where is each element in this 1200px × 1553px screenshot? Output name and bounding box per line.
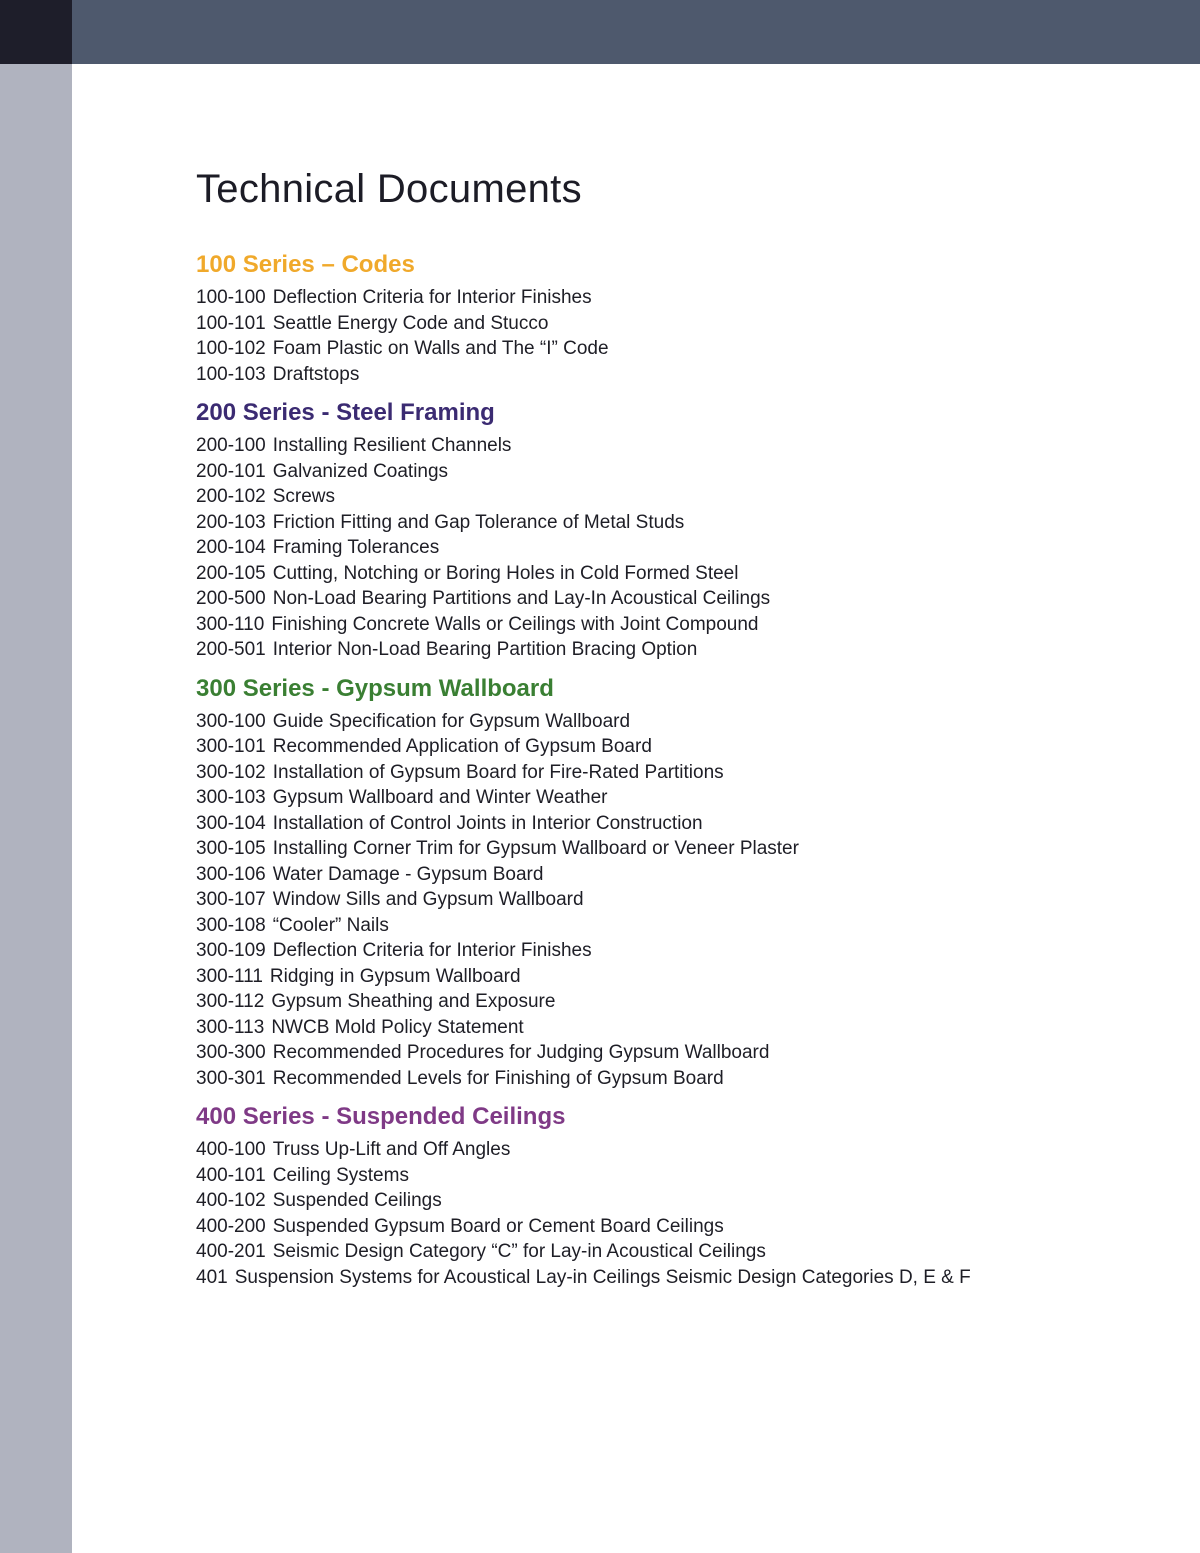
document-code: 300-105 bbox=[196, 838, 266, 859]
section-heading-100: 100 Series – Codes bbox=[196, 251, 415, 278]
document-title: Cutting, Notching or Boring Holes in Cold Formed Steel bbox=[272, 562, 739, 584]
list-item[interactable] bbox=[196, 989, 1156, 1015]
list-item[interactable] bbox=[196, 285, 1156, 311]
list-item[interactable] bbox=[196, 1040, 1156, 1066]
document-code: 200-100 bbox=[196, 435, 266, 456]
document-code: 300-100 bbox=[196, 710, 266, 732]
list-item[interactable] bbox=[196, 612, 1156, 638]
list-item[interactable] bbox=[196, 1188, 1156, 1214]
document-code: 200-101 bbox=[196, 460, 266, 482]
document-list-200 bbox=[196, 433, 1156, 663]
list-item[interactable] bbox=[196, 1015, 1156, 1041]
list-item[interactable] bbox=[196, 586, 1156, 612]
list-item[interactable] bbox=[196, 1239, 1156, 1265]
document-code: 401 bbox=[196, 1266, 228, 1288]
section-200-series bbox=[196, 398, 1156, 663]
list-item[interactable] bbox=[196, 535, 1156, 561]
document-title: Installation of Gypsum Board for Fire-Rated Partitions bbox=[272, 761, 724, 783]
top-corner-block bbox=[0, 0, 72, 64]
document-title: Interior Non-Load Bearing Partition Bracing Option bbox=[272, 639, 698, 660]
document-title: Suspension Systems for Acoustical Lay-in Ceilings Seismic Design Categories D, E & F bbox=[234, 1266, 971, 1288]
document-code: 300-300 bbox=[196, 1042, 266, 1063]
list-item[interactable] bbox=[196, 734, 1156, 760]
list-item[interactable] bbox=[196, 913, 1156, 939]
section-heading-400: 400 Series - Suspended Ceilings bbox=[196, 1103, 566, 1130]
document-title: Finishing Concrete Walls or Ceilings with Joint Compound bbox=[271, 613, 759, 635]
list-item[interactable] bbox=[196, 510, 1156, 536]
list-item[interactable] bbox=[196, 637, 1156, 663]
document-title: Installing Corner Trim for Gypsum Wallboard or Veneer Plaster bbox=[272, 838, 799, 859]
document-code: 300-106 bbox=[196, 863, 266, 885]
list-item[interactable] bbox=[196, 433, 1156, 459]
document-code: 300-104 bbox=[196, 812, 266, 834]
document-title: Non-Load Bearing Partitions and Lay-In Acoustical Ceilings bbox=[272, 588, 771, 609]
list-item[interactable] bbox=[196, 785, 1156, 811]
document-code: 200-103 bbox=[196, 511, 266, 533]
document-title: Seismic Design Category “C” for Lay-in Acoustical Ceilings bbox=[272, 1241, 766, 1262]
list-item[interactable] bbox=[196, 709, 1156, 735]
document-title: Ceiling Systems bbox=[272, 1164, 409, 1186]
document-title: Galvanized Coatings bbox=[272, 460, 449, 482]
document-body bbox=[196, 166, 1156, 1290]
document-title: Gypsum Sheathing and Exposure bbox=[271, 991, 556, 1012]
document-code: 300-109 bbox=[196, 940, 266, 961]
document-title: Recommended Procedures for Judging Gypsum Wallboard bbox=[272, 1042, 770, 1063]
document-code: 300-111 bbox=[196, 965, 263, 987]
document-list-100 bbox=[196, 285, 1156, 387]
document-code: 200-500 bbox=[196, 588, 266, 609]
document-title: Recommended Application of Gypsum Board bbox=[272, 736, 652, 757]
document-code: 200-102 bbox=[196, 486, 266, 507]
document-code: 400-101 bbox=[196, 1164, 266, 1186]
document-title: Installing Resilient Channels bbox=[272, 435, 512, 456]
list-item[interactable] bbox=[196, 1214, 1156, 1240]
top-banner bbox=[72, 0, 1200, 64]
document-title: Seattle Energy Code and Stucco bbox=[272, 312, 549, 334]
side-banner bbox=[0, 64, 72, 1553]
list-item[interactable] bbox=[196, 862, 1156, 888]
list-item[interactable] bbox=[196, 1066, 1156, 1092]
document-title: Gypsum Wallboard and Winter Weather bbox=[272, 787, 608, 808]
document-code: 300-112 bbox=[196, 991, 265, 1012]
document-title: Window Sills and Gypsum Wallboard bbox=[272, 889, 584, 910]
document-code: 300-113 bbox=[196, 1016, 265, 1038]
list-item[interactable] bbox=[196, 811, 1156, 837]
document-code: 200-501 bbox=[196, 639, 266, 660]
document-code: 200-104 bbox=[196, 537, 266, 558]
section-300-series bbox=[196, 674, 1156, 1092]
document-code: 400-201 bbox=[196, 1241, 266, 1262]
document-code: 200-105 bbox=[196, 562, 266, 584]
document-title: Recommended Levels for Finishing of Gypsum Board bbox=[272, 1067, 724, 1089]
document-code: 400-102 bbox=[196, 1190, 266, 1211]
list-item[interactable] bbox=[196, 362, 1156, 388]
document-code: 300-110 bbox=[196, 613, 265, 635]
document-title: Screws bbox=[272, 486, 336, 507]
list-item[interactable] bbox=[196, 561, 1156, 587]
section-heading-300: 300 Series - Gypsum Wallboard bbox=[196, 674, 554, 702]
section-heading-200: 200 Series - Steel Framing bbox=[196, 399, 495, 426]
document-title: Installation of Control Joints in Interior Construction bbox=[272, 812, 703, 834]
list-item[interactable] bbox=[196, 1137, 1156, 1163]
document-code: 300-108 bbox=[196, 914, 266, 936]
list-item[interactable] bbox=[196, 484, 1156, 510]
document-title: Guide Specification for Gypsum Wallboard bbox=[272, 710, 631, 732]
list-item[interactable] bbox=[196, 1265, 1156, 1291]
document-code: 400-200 bbox=[196, 1215, 266, 1237]
document-title: Suspended Gypsum Board or Cement Board Ceilings bbox=[272, 1215, 724, 1237]
list-item[interactable] bbox=[196, 964, 1156, 990]
document-code: 100-103 bbox=[196, 363, 266, 385]
document-title: Water Damage - Gypsum Board bbox=[272, 863, 544, 885]
list-item[interactable] bbox=[196, 336, 1156, 362]
document-title: Truss Up-Lift and Off Angles bbox=[272, 1139, 511, 1160]
document-title: Framing Tolerances bbox=[272, 537, 440, 558]
document-title: Deflection Criteria for Interior Finishes bbox=[272, 940, 592, 961]
document-title: NWCB Mold Policy Statement bbox=[271, 1016, 524, 1038]
document-title: Deflection Criteria for Interior Finishes bbox=[272, 287, 592, 308]
list-item[interactable] bbox=[196, 1163, 1156, 1189]
document-list-300 bbox=[196, 709, 1156, 1092]
document-title: Suspended Ceilings bbox=[272, 1190, 442, 1211]
list-item[interactable] bbox=[196, 887, 1156, 913]
document-code: 100-100 bbox=[196, 287, 266, 308]
document-code: 100-102 bbox=[196, 338, 266, 359]
list-item[interactable] bbox=[196, 760, 1156, 786]
list-item[interactable] bbox=[196, 459, 1156, 485]
page-title: Technical Documents bbox=[196, 167, 582, 211]
document-code: 300-107 bbox=[196, 889, 266, 910]
document-title: Foam Plastic on Walls and The “I” Code bbox=[272, 338, 609, 359]
document-title: Ridging in Gypsum Wallboard bbox=[269, 965, 521, 987]
document-list-400 bbox=[196, 1137, 1156, 1290]
section-400-series bbox=[196, 1102, 1156, 1290]
document-code: 300-103 bbox=[196, 787, 266, 808]
document-title: “Cooler” Nails bbox=[272, 914, 389, 936]
list-item[interactable] bbox=[196, 836, 1156, 862]
list-item[interactable] bbox=[196, 311, 1156, 337]
list-item[interactable] bbox=[196, 938, 1156, 964]
document-title: Friction Fitting and Gap Tolerance of Metal Studs bbox=[272, 511, 685, 533]
document-code: 300-102 bbox=[196, 761, 266, 783]
document-title: Draftstops bbox=[272, 363, 360, 385]
document-code: 400-100 bbox=[196, 1139, 266, 1160]
document-code: 300-101 bbox=[196, 736, 266, 757]
section-100-series bbox=[196, 250, 1156, 387]
document-code: 300-301 bbox=[196, 1067, 266, 1089]
document-code: 100-101 bbox=[196, 312, 266, 334]
